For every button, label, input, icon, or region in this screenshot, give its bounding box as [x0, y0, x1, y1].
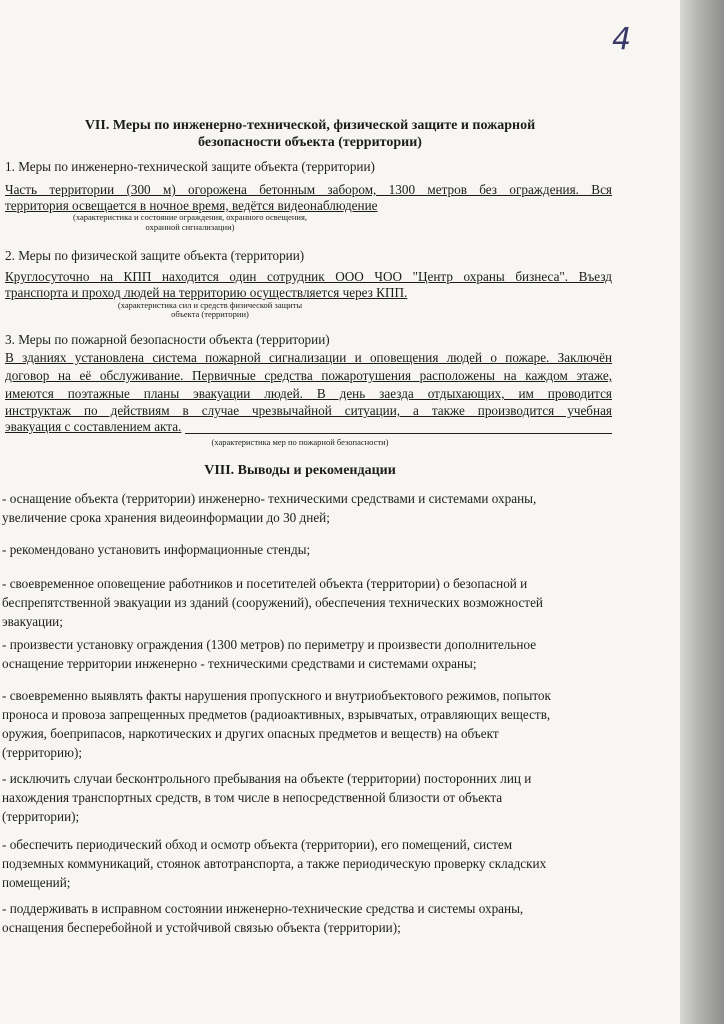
- s3-text-line2: договор на её обслуживание. Первичные средства пожаротушения расположены на каждом этаже,: [5, 368, 612, 383]
- recommendation-item-1-line-1: - оснащение объекта (территории) инженерно- техническими средствами и системами охраны,: [2, 491, 537, 506]
- recommendation-item-7-line-1: - обеспечить периодический обход и осмотр объекта (территории), его помещений, систем: [2, 837, 513, 852]
- recommendation-item-5-line-4: (территорию);: [2, 745, 82, 760]
- recommendation-item-4-line-1: - произвести установку ограждения (1300 метров) по периметру и произвести дополнительное: [2, 637, 537, 652]
- recommendation-item-6-line-3: (территории);: [2, 809, 80, 824]
- recommendation-item-3-line-1: - своевременное оповещение работников и посетителей объекта (территории) о безопасной и: [2, 576, 528, 591]
- page-number: 4: [612, 22, 632, 57]
- s2-heading: 2. Меры по физической защите объекта (территории): [5, 248, 305, 263]
- s3-heading: 3. Меры по пожарной безопасности объекта (территории): [5, 332, 330, 347]
- scanner-edge: [680, 0, 724, 1024]
- section8-title: VIII. Выводы и рекомендации: [204, 463, 396, 478]
- s2-text-line2: транспорта и проход людей на территорию осуществляется через КПП.: [5, 285, 408, 300]
- recommendation-item-1-line-2: увеличение срока хранения видеоинформации до 30 дней;: [2, 510, 330, 525]
- recommendation-item-3-line-3: эвакуации;: [2, 614, 63, 629]
- s1-heading: 1. Меры по инженерно-технической защите объекта (территории): [5, 159, 375, 174]
- s3-text-line5: эвакуация с составлением акта.: [5, 419, 182, 434]
- s3-fill-line: [185, 433, 612, 434]
- s2-caption-line1: (характеристика сил и средств физической защиты: [117, 300, 303, 310]
- s3-text-line3: имеются поэтажные планы эвакуации людей. В день заезда отдыхающих, им проводится: [5, 386, 612, 401]
- recommendation-item-5-line-2: проноса и провоза запрещенных предметов (радиоактивных, взрывчатых, отравляющих веществ,: [2, 707, 551, 722]
- recommendation-item-7-line-2: подземных коммуникаций, стоянок автотранспорта, а также периодическую проверку складских: [2, 856, 547, 871]
- s2-text-line1: Круглосуточно на КПП находится один сотрудник ООО ЧОО "Центр охраны бизнеса". Въезд: [5, 269, 612, 284]
- s1-text-line2: территория освещается в ночное время, ведётся видеонаблюдение: [5, 198, 378, 213]
- section7-title-line1: VII. Меры по инженерно-технической, физической защите и пожарной: [84, 118, 536, 133]
- s1-caption-line2: охранной сигнализации): [145, 222, 235, 232]
- s3-caption: (характеристика мер по пожарной безопасности): [211, 437, 389, 447]
- s3-text-line1: В зданиях установлена система пожарной сигнализации и оповещения людей о пожаре. Заключён: [5, 350, 612, 365]
- recommendation-item-4-line-2: оснащение территории инженерно - техническими средствами и системами охраны;: [2, 656, 477, 671]
- recommendation-item-5-line-1: - своевременно выявлять факты нарушения пропускного и внутриобъектового режимов, попыток: [2, 688, 551, 703]
- recommendation-item-6-line-1: - исключить случаи бесконтрольного пребывания на объекте (территории) посторонних лиц и: [2, 771, 532, 786]
- s2-caption-line2: объекта (территории): [171, 309, 249, 319]
- recommendation-item-2-line-1: - рекомендовано установить информационные стенды;: [2, 542, 311, 557]
- recommendation-item-3-line-2: беспрепятственной эвакуации из зданий (сооружений), обеспечения технических возможностей: [2, 595, 543, 610]
- recommendation-item-8-line-1: - поддерживать в исправном состоянии инженерно-технические средства и системы охраны,: [2, 901, 524, 916]
- s1-text-line1: Часть территории (300 м) огорожена бетонным забором, 1300 метров без ограждения. Вся: [5, 182, 612, 197]
- recommendation-item-8-line-2: оснащения бесперебойной и устойчивой связью объекта (территории);: [2, 920, 401, 935]
- recommendation-item-5-line-3: оружия, боеприпасов, наркотических и других опасных предметов и веществ) на объект: [2, 726, 499, 741]
- recommendation-item-6-line-2: нахождения транспортных средств, в том числе в непосредственной близости от объекта: [2, 790, 503, 805]
- recommendation-item-7-line-3: помещений;: [2, 875, 71, 890]
- s1-caption-line1: (характеристика и состояние ограждения, охранного освещения,: [73, 212, 307, 222]
- section7-title-line2: безопасности объекта (территории): [198, 135, 422, 150]
- s3-text-line4: инструктаж по действиям в случае чрезвычайной ситуации, а также производится учебная: [5, 403, 612, 418]
